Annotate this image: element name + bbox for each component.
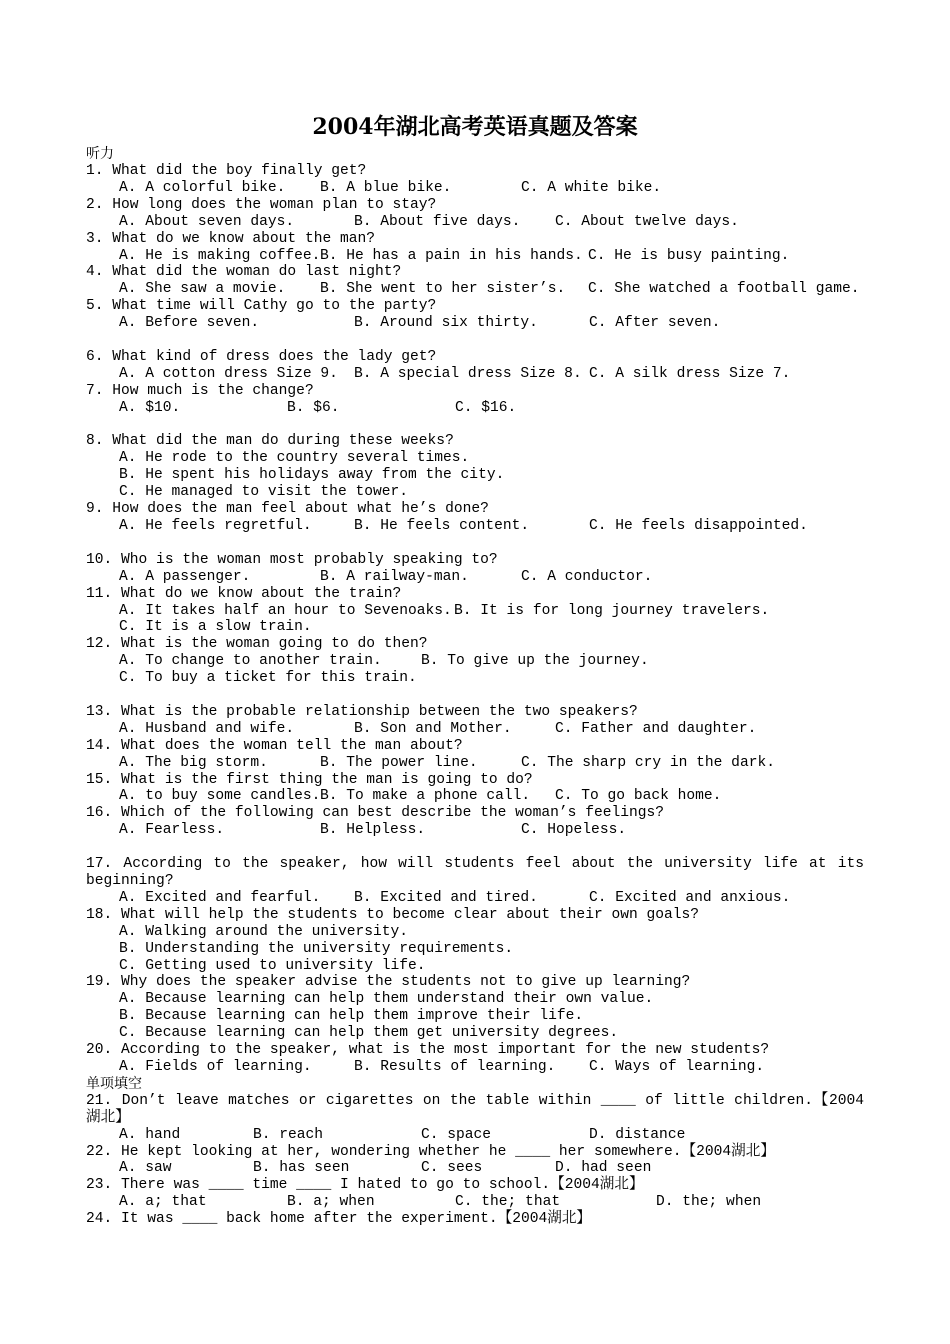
option-c: C. After seven. <box>589 315 721 332</box>
question-21: 21. Don’t leave matches or cigarettes on the table within ____ of little children.【2004湖北】 <box>86 1092 864 1126</box>
question-5: 5. What time will Cathy go to the party? <box>86 298 437 315</box>
option-b: B. To make a phone call. <box>320 788 531 805</box>
option-d: D. had seen <box>555 1160 652 1177</box>
option-b: B. has seen <box>253 1160 350 1177</box>
question-12: 12. What is the woman going to do then? <box>86 636 428 653</box>
option-c: C. About twelve days. <box>555 213 739 230</box>
option-b: B. A railway-man. <box>320 568 469 585</box>
page-title: 2004年湖北高考英语真题及答案 <box>312 114 638 140</box>
question-9: 9. How does the man feel about what he’s done? <box>86 501 489 518</box>
question-8: 8. What did the man do during these weeks? <box>86 433 454 450</box>
option-b: B. Around six thirty. <box>354 315 538 332</box>
options-5 <box>86 315 864 332</box>
options-10 <box>86 569 864 586</box>
option-a: A. A passenger. <box>119 568 251 585</box>
options-9 <box>86 518 864 535</box>
option-a: A. to buy some candles. <box>119 788 321 805</box>
option-b: B. $6. <box>287 399 340 416</box>
option-a: A. Fields of learning. <box>119 1058 312 1075</box>
options-1 <box>86 180 864 197</box>
question-2: 2. How long does the woman plan to stay? <box>86 196 437 213</box>
question-23: 23. There was ____ time ____ I hated to go to school.【2004湖北】 <box>86 1177 644 1194</box>
question-22: 22. He kept looking at her, wondering whether he ____ her somewhere.【2004湖北】 <box>86 1143 775 1160</box>
options-3 <box>86 248 864 265</box>
option-c: C. To go back home. <box>555 788 722 805</box>
option-c: C. A white bike. <box>521 179 662 196</box>
option-a: A. She saw a movie. <box>119 281 286 298</box>
question-10: 10. Who is the woman most probably speaking to? <box>86 551 498 568</box>
option-c: C. space <box>421 1126 492 1143</box>
option-c: C. $16. <box>455 399 517 416</box>
option-b: B. To give up the journey. <box>421 653 649 670</box>
option-a: A. Husband and wife. <box>119 720 295 737</box>
option-b: B. Son and Mother. <box>354 720 512 737</box>
option-8c: C. He managed to visit the tower. <box>119 484 409 501</box>
option-a: A. He is making coffee. <box>119 247 321 264</box>
option-c: C. He is busy painting. <box>588 247 790 264</box>
option-c: C. Ways of learning. <box>589 1058 765 1075</box>
option-b: B. About five days. <box>354 213 521 230</box>
option-c: C. the; that <box>455 1194 561 1211</box>
option-a: A. A colorful bike. <box>119 179 286 196</box>
section-heading-single-choice: 单项填空 <box>86 1075 142 1092</box>
options-21 <box>86 1127 864 1144</box>
question-18: 18. What will help the students to become clear about their own goals? <box>86 906 700 923</box>
question-20: 20. According to the speaker, what is the most important for the new students? <box>86 1042 770 1059</box>
options-11 <box>86 603 864 620</box>
question-17: 17. According to the speaker, how will students feel about the university life at its beginning? <box>86 856 864 889</box>
option-a: A. a; that <box>119 1194 207 1211</box>
option-b: B. Helpless. <box>320 822 426 839</box>
option-c: C. sees <box>421 1160 483 1177</box>
option-11c: C. It is a slow train. <box>119 619 312 636</box>
question-11: 11. What do we know about the train? <box>86 585 402 602</box>
options-7 <box>86 400 864 417</box>
option-12c: C. To buy a ticket for this train. <box>119 670 417 687</box>
section-heading-listening: 听力 <box>86 146 114 162</box>
option-d: D. the; when <box>656 1194 762 1211</box>
option-19c: C. Because learning can help them get university degrees. <box>119 1025 619 1042</box>
question-4: 4. What did the woman do last night? <box>86 264 402 281</box>
option-b: B. He feels content. <box>354 518 530 534</box>
question-14: 14. What does the woman tell the man about? <box>86 737 463 754</box>
option-8b: B. He spent his holidays away from the city. <box>119 467 505 484</box>
option-b: B. a; when <box>287 1194 375 1211</box>
option-c: C. Father and daughter. <box>555 720 757 737</box>
options-12 <box>86 653 864 670</box>
question-3: 3. What do we know about the man? <box>86 230 376 247</box>
option-18c: C. Getting used to university life. <box>119 957 426 974</box>
question-19: 19. Why does the speaker advise the students not to give up learning? <box>86 974 691 991</box>
option-c: C. The sharp cry in the dark. <box>521 754 775 771</box>
option-b: B. Excited and tired. <box>354 889 538 906</box>
option-19a: A. Because learning can help them understand their own value. <box>119 991 654 1008</box>
option-a: A. A cotton dress Size 9. <box>119 365 338 382</box>
option-c: C. He feels disappointed. <box>589 518 808 534</box>
option-a: A. About seven days. <box>119 213 295 230</box>
option-b: B. She went to her sister’s. <box>320 281 566 298</box>
option-18b: B. Understanding the university requirements. <box>119 940 514 957</box>
option-b: B. A special dress Size 8. <box>354 365 582 382</box>
option-d: D. distance <box>589 1126 686 1143</box>
option-a: A. Before seven. <box>119 315 260 332</box>
option-b: B. He has a pain in his hands. <box>320 247 583 264</box>
question-6: 6. What kind of dress does the lady get? <box>86 348 437 365</box>
option-b: B. A blue bike. <box>320 179 452 196</box>
option-a: A. He feels regretful. <box>119 518 312 534</box>
options-23 <box>86 1194 864 1211</box>
option-b: B. The power line. <box>320 754 478 771</box>
option-8a: A. He rode to the country several times. <box>119 450 470 467</box>
option-a: A. saw <box>119 1160 172 1177</box>
question-15: 15. What is the first thing the man is going to do? <box>86 771 533 788</box>
option-a: A. Fearless. <box>119 822 225 839</box>
option-a: A. hand <box>119 1126 181 1143</box>
options-15 <box>86 788 864 805</box>
option-c: C. A silk dress Size 7. <box>589 365 791 382</box>
question-1: 1. What did the boy finally get? <box>86 163 367 179</box>
question-16: 16. Which of the following can best describe the woman’s feelings? <box>86 805 665 822</box>
option-b: B. reach <box>253 1126 324 1143</box>
question-7: 7. How much is the change? <box>86 382 314 399</box>
options-4 <box>86 281 864 298</box>
option-b: B. Results of learning. <box>354 1058 556 1075</box>
question-24: 24. It was ____ back home after the experiment.【2004湖北】 <box>86 1211 592 1228</box>
option-c: C. A conductor. <box>521 568 653 585</box>
option-c: C. Excited and anxious. <box>589 889 791 906</box>
options-16 <box>86 822 864 839</box>
document-page <box>86 112 864 1228</box>
option-a: A. It takes half an hour to Sevenoaks. <box>119 602 452 619</box>
option-a: A. $10. <box>119 399 181 416</box>
options-20 <box>86 1059 864 1076</box>
options-22 <box>86 1160 864 1177</box>
options-17 <box>86 890 864 907</box>
question-13: 13. What is the probable relationship between the two speakers? <box>86 703 638 720</box>
option-c: C. Hopeless. <box>521 822 627 839</box>
option-a: A. The big storm. <box>119 754 268 771</box>
options-13 <box>86 721 864 738</box>
option-19b: B. Because learning can help them improve their life. <box>119 1008 584 1025</box>
option-18a: A. Walking around the university. <box>119 923 409 940</box>
option-c: C. She watched a football game. <box>588 281 860 298</box>
option-b: B. It is for long journey travelers. <box>454 602 770 619</box>
option-a: A. To change to another train. <box>119 653 382 670</box>
options-6 <box>86 366 864 383</box>
options-14 <box>86 755 864 772</box>
option-a: A. Excited and fearful. <box>119 889 321 906</box>
options-2 <box>86 214 864 231</box>
